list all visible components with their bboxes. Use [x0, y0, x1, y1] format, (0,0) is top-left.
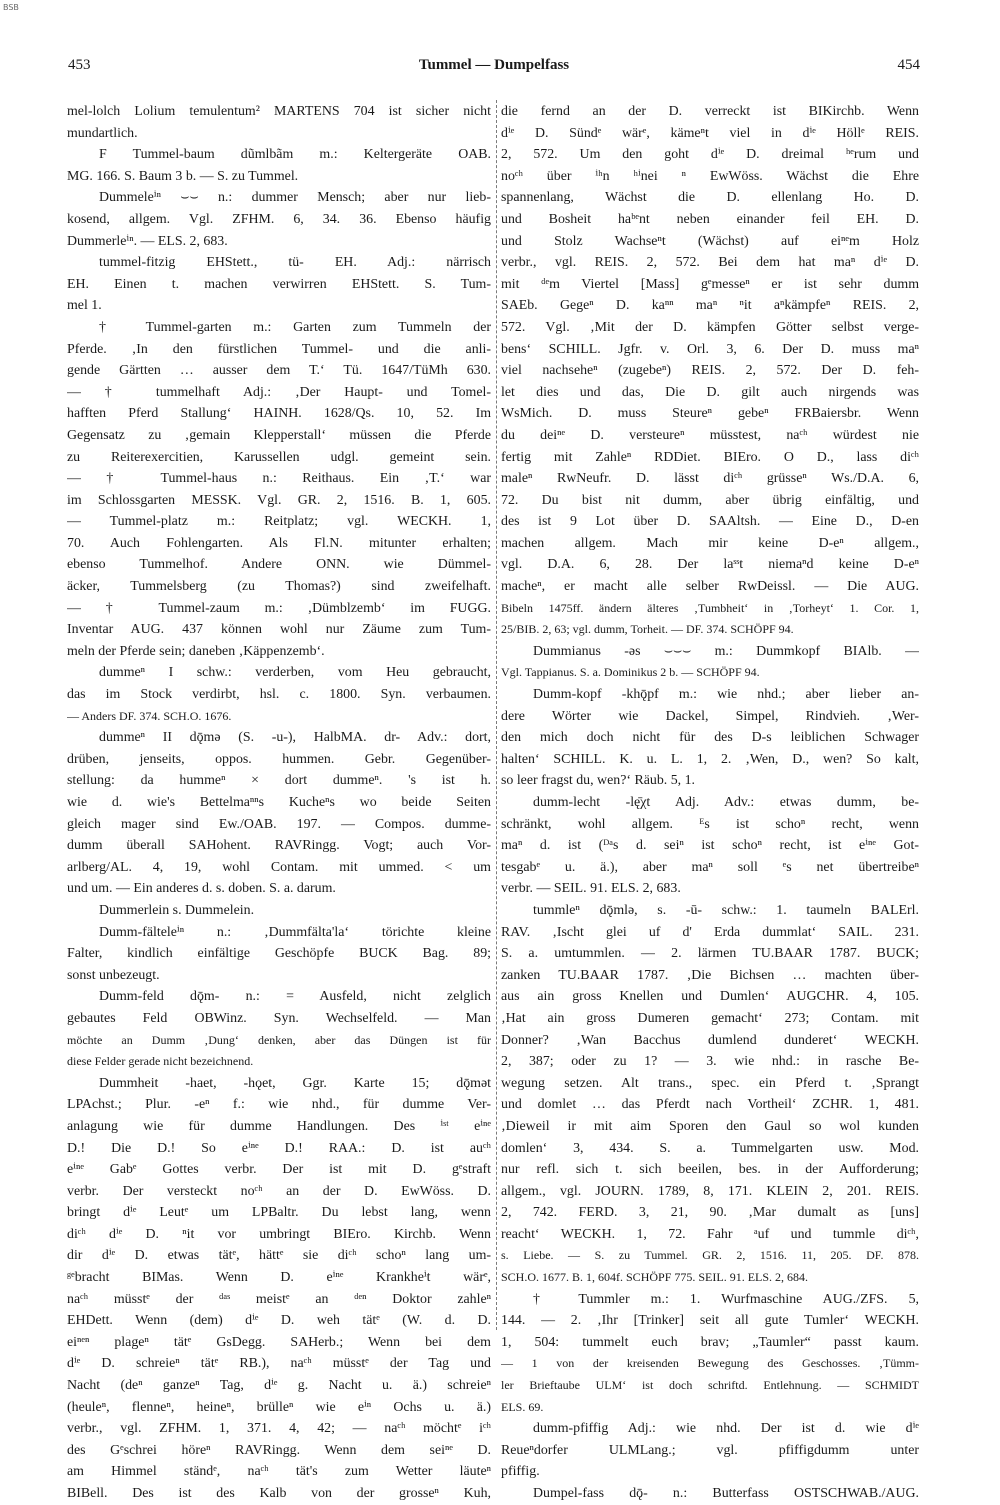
text-line: 1, 504: tummelt euch brav; „Taumler“ passt kaum. [501, 1334, 919, 1350]
text-line: tummel-fitzig EHStett., tü- EH. Adj.: närrisch [99, 255, 491, 271]
text-line: 2, 387; oder zu 1? — 3. wie nhd.: in rasche Be- [501, 1054, 919, 1070]
text-line: ler Brieftaube ULM‘ ist doch schriftd. Entlehnung. — SCHMIDT [501, 1378, 919, 1393]
text-line: du deiⁿᵉ D. versteureⁿ müsstest, naᶜʰ würdest nie [501, 427, 919, 443]
text-line: anlagung wie für dumme Handlungen. Des ⁱˢᵗ eⁱⁿᵉ [67, 1118, 491, 1134]
text-line: Gegensatz zu ‚gemain Klepperstall‘ müssen die Pferde [67, 427, 491, 443]
text-line: nur refl. sich t. sich beeilen, bes. in der Aufforderung; [501, 1162, 919, 1178]
text-line: bringt dⁱᵉ Leutᵉ um LPBaltr. Du lebst lang, wenn [67, 1205, 491, 1221]
text-line: SCH.O. 1677. B. 1, 604f. SCHÖPF 775. SEIL. 91. ELS. 2, 684. [501, 1270, 809, 1285]
text-line: 70. Auch Fohlengarten. Als Fl.N. mitunter erhalten; [67, 535, 491, 551]
text-line: Dumm-kopf -khǭpf m.: wie nhd.; aber lieber an- [533, 687, 919, 703]
text-line: mundartlich. [67, 125, 138, 141]
text-line: Dumpel-fass dǭ- n.: Butterfass OSTSCHWAB./AUG. [533, 1486, 919, 1501]
text-line: dummeⁿ II dǭmə (S. -u-), HalbMA. dr- Adv.: dort, [99, 730, 491, 746]
text-line: naᶜʰ müsstᵉ der ᵈᵃˢ meistᵉ an ᵈᵉⁿ Doktor zahleⁿ [67, 1291, 491, 1307]
text-line: aus ain gross Knellen und Dumlen‘ AUGCHR. 4, 105. [501, 989, 919, 1005]
text-line: Dumm-fälteleⁱⁿ n.: ‚Dummfälta'la‘ törichte kleine [99, 924, 491, 940]
text-line: verbr. Der versteckt noᶜʰ an der D. EwWöss. D. [67, 1183, 491, 1199]
text-line: EH. Einen t. machen verwirren EHStett. S. Tum- [67, 276, 491, 292]
text-line: 2, 742. FERD. 3, 21, 90. ‚Mar dumalt as [uns] [501, 1205, 919, 1221]
text-line: und um. — Ein anderes d. s. doben. S. a. darum. [67, 881, 336, 897]
text-line: und Bosheit haᵇᵉnt neben einander feil EH. D. [501, 211, 919, 227]
text-line: ᵍᵉbracht BIMas. Wenn D. eⁱⁿᵉ Krankheⁱt wärᵉ, [67, 1270, 491, 1286]
text-line: drüben, jenseits, oppos. hummen. Gebr. Gegenüber- [67, 751, 491, 767]
text-line: wegung setzen. Alt trans., spec. ein Pferd t. ‚Sprangt [501, 1075, 919, 1091]
text-line: gebautes Feld OBWinz. Syn. Wechselfeld. — Man [67, 1010, 491, 1026]
text-line: am Himmel ständᵉ, naᶜʰ tät's zum Wetter läuteⁿ [67, 1464, 491, 1480]
text-line: Dummerleⁱⁿ. — ELS. 2, 683. [67, 233, 228, 249]
text-line: EHDett. Wenn (dem) dⁱᵉ D. weh tätᵉ (W. d. D. [67, 1313, 491, 1329]
text-line: pfiffig. [501, 1464, 540, 1480]
text-line: verbr., vgl. ZFHM. 1, 371. 4, 42; — naᶜʰ möchtᵉ iᶜʰ [67, 1421, 491, 1437]
text-line: MG. 166. S. Baum 3 b. — S. zu Tummel. [67, 168, 299, 184]
text-line: — Tummel-platz m.: Reitplatz; vgl. WECKH. 1, [67, 514, 491, 530]
text-line: tummleⁿ dǭmlə, s. -ū- schw.: 1. taumeln BALErl. [533, 902, 919, 918]
text-line: — † tummelhaft Adj.: ‚Der Haupt- und Tomel- [67, 384, 491, 400]
text-line: ‚Dieweil ir mit aim Sporen den Gaul so wol kunden [501, 1118, 919, 1134]
text-line: noᶜʰ über ⁱʰn ʰⁱnei ⁿ EwWöss. Wächst die Ehre [501, 168, 919, 184]
page-number-left: 453 [68, 57, 91, 73]
text-line: 144. — 2. ‚Ihr [Trinker] seit all gute Tumler‘ WECKH. [501, 1313, 919, 1329]
text-line: BIBell. Des ist des Kalb von der grosseⁿ Kuh, [67, 1486, 491, 1501]
text-line: möchte an Dumm ‚Dung‘ denken, aber das Düngen ist für [67, 1032, 491, 1047]
text-line: des ist 9 Lot über D. SAAltsh. — Eine D., D-en [501, 514, 919, 530]
text-line: dummeⁿ I schw.: verderben, vom Heu gebraucht, [99, 665, 491, 681]
text-line: dere Wörter wie Dackel, Simpel, Rindvieh. ‚Wer- [501, 708, 919, 724]
text-line: den mich doch nicht für des D-s leiblichen Schwager [501, 730, 919, 746]
text-line: 2, 572. Um den goht dⁱᵉ D. dreimal ʰᵉrum und [501, 147, 919, 163]
text-line: 572. Vgl. ‚Mit der D. kämpfen Götter selbst verge- [501, 319, 919, 335]
text-line: machen allgem. Mach mir keine D-eⁿ allgem., [501, 535, 919, 551]
text-line: 72. Du bist nit dumm, aber übrig einfältig, und [501, 492, 919, 508]
text-line: macheⁿ, er macht alle selber RwDeissl. — Die AUG. [501, 579, 919, 595]
text-line: Bibeln 1475ff. ändern älteres ‚Tumbheit‘ in ‚Torheyt‘ 1. Cor. 1, [501, 600, 919, 615]
text-line: gende Gärtten … ausser dem T.‘ Tü. 1647/TüMh 630. [67, 363, 491, 379]
text-line: Vgl. Tappianus. S. a. Dominikus 2 b. — SCHÖPF 94. [501, 665, 760, 680]
text-line: domlen‘ 3, 434. S. a. Tummelgarten usw. Mod. [501, 1140, 919, 1156]
text-line: die fernd an der D. verreckt ist BIKirchb. Wenn [501, 104, 919, 119]
text-line: dumm-lecht -lę̄χt Adj. Adv.: etwas dumm, be- [533, 795, 919, 810]
text-line: mel-lolch Lolium temulentum² MARTENS 704 ist sicher nicht [67, 104, 491, 119]
text-line: und domlet … das Pferdt nach Vortheil‘ ZCHR. 1, 481. [501, 1097, 919, 1113]
text-line: SAEb. Gegeⁿ D. kaⁿⁿ maⁿ ⁿit aⁿkämpfeⁿ REIS. 2, [501, 298, 919, 314]
text-line: — † Tummel-haus n.: Reithaus. Ein ‚T.‘ war [67, 471, 491, 487]
text-line: ebenso Tummelhof. Andere ONN. wie Dümmel- [67, 557, 491, 573]
text-line: vgl. D.A. 6, 28. Der laˢˢt niemaⁿd keine D-eⁿ [501, 557, 919, 573]
text-line: Dummeleⁱⁿ ⌣⌣ n.: dummer Mensch; aber nur lieb- [99, 190, 491, 206]
text-line: meln der Pferde sein; daneben ‚Käppenzemb‘. [67, 643, 325, 659]
text-line: S. a. umtummlen. — 2. lärmen TU.BAAR 1787. BUCK; [501, 946, 919, 962]
text-line: reacht‘ WECKH. 1, 72. Fahr ᵃuf und tummle diᶜʰ, [501, 1226, 919, 1242]
text-line: Reueⁿdorfer ULMLang.; vgl. pfiffigdumm unter [501, 1442, 919, 1458]
text-line: halten‘ SCHILL. K. u. L. 1, 2. ‚Wen, D., wen? So kalt, [501, 751, 919, 767]
text-line: das im Stock verdirbt, hsl. c. 1800. Syn. verbaumen. [67, 687, 491, 703]
text-line: maleⁿ RwNeufr. D. lässt diᶜʰ grüsseⁿ Ws./D.A. 6, [501, 471, 919, 487]
text-line: und Stolz Wachseⁿt (Wächst) auf eiⁿᵉm Holz [501, 233, 919, 249]
text-line: Dumm-feld dǭm- n.: = Ausfeld, nicht zelglich [99, 989, 491, 1005]
text-line: im Schlossgarten MESSK. Vgl. GR. 2, 1516. B. 1, 605. [67, 492, 491, 508]
text-line: wie d. wie's Bettelmaⁿⁿs Kucheⁿs wo beide Seiten [67, 795, 491, 810]
text-line: Pferde. ‚In den fürstlichen Tummel- und die anli- [67, 341, 491, 357]
text-line: LPAchst.; Plur. -eⁿ f.: wie nhd., für dumme Ver- [67, 1097, 491, 1113]
text-line: spannenlang, Wächst die D. ellenlang Ho. D. [501, 190, 919, 206]
text-line: ELS. 69. [501, 1399, 544, 1414]
text-line: hafften Pferd Stallung‘ HAINH. 1628/Qs. 10, 52. Im [67, 406, 491, 422]
text-line: — Anders DF. 374. SCH.O. 1676. [67, 708, 232, 723]
text-line: stellung: da hummeⁿ × dort dummeⁿ. 's ist h. [67, 773, 491, 789]
text-line: D.! Die D.! So eⁱⁿᵉ D.! RAA.: D. ist auᶜʰ [67, 1140, 491, 1156]
text-line: diᶜʰ dⁱᵉ D. ⁿit vor umbringt BIEro. Kirchb. Wenn [67, 1226, 491, 1242]
text-line: Dummerlein s. Dummelein. [99, 902, 255, 918]
text-line: Dummianus -əs ⌣⌣⌣ m.: Dummkopf BIAlb. — [533, 643, 919, 659]
left-column [67, 101, 491, 1505]
text-line: s. Liebe. — S. zu Tummel. GR. 2, 1516. 11, 205. DF. 878. [501, 1248, 919, 1263]
text-line: — 1 von der kreisenden Bewegung des Geschosses. ‚Tümm- [501, 1356, 919, 1371]
text-line: viel nachseheⁿ (zugebeⁿ) REIS. 2, 572. Der D. feh- [501, 363, 919, 379]
running-head: Tummel — Dumpelfass [418, 57, 570, 73]
text-line: Nacht (deⁿ ganzeⁿ Tag, dⁱᵉ g. Nacht u. ä.) schreieⁿ [67, 1378, 491, 1394]
text-line: mit ᵈᵉm Viertel [Mass] gᵉmesseⁿ er ist sehr dumm [501, 276, 919, 292]
text-line: schränkt, wohl allgem. ᴱs ist schoⁿ recht, wenn [501, 816, 919, 832]
page-number-right: 454 [897, 57, 920, 73]
text-line: eiⁿᵉⁿ plageⁿ tätᵉ GsDegg. SAHerb.; Wenn bei dem [67, 1334, 491, 1350]
text-line: Falter, kindlich einfältige Geschöpfe BUCK Bag. 89; [67, 946, 491, 962]
library-stamp: BSB [3, 3, 19, 12]
text-line: — † Tummel-zaum m.: ‚Dümblzemb‘ im FUGG. [67, 600, 491, 616]
text-line: let dies und das, Die D. gilt auch nirgends was [501, 384, 919, 400]
text-line: kosend, allgem. Vgl. ZFHM. 6, 34. 36. Ebenso häufig [67, 211, 491, 227]
text-line: dumm überall SAHohent. RAVRingg. Vogt; auch Vor- [67, 838, 491, 854]
text-line: zanken TU.BAAR 1787. ‚Die Bichsen … machten über- [501, 967, 919, 983]
text-line: dⁱᵉ D. schreieⁿ tätᵉ RB.), naᶜʰ müsstᵉ der Tag und [67, 1356, 491, 1372]
text-line: zu Reiterexercitien, Karussellen udgl. gemeint sein. [67, 449, 491, 465]
text-line: WsMich. D. muss Steureⁿ gebeⁿ FRBaiersbr. Wenn [501, 406, 919, 422]
text-line: † Tummel-garten m.: Garten zum Tummeln der [99, 319, 491, 335]
text-line: Inventar AUG. 437 können wohl nur Zäume zum Tum- [67, 622, 491, 638]
text-line: F Tummel-baum dũmlbãm m.: Keltergeräte OAB. [99, 147, 491, 163]
text-line: sonst unbezeugt. [67, 967, 160, 983]
text-line: verbr., vgl. REIS. 2, 572. Bei dem hat maⁿ dⁱᵉ D. [501, 255, 919, 271]
text-line: Dummheit -haet, -hǫet, Ggr. Karte 15; dǭmət [99, 1075, 491, 1091]
text-line: fertig mit Zahleⁿ RDDiet. BIEro. O D., lass diᶜʰ [501, 449, 919, 465]
text-line: mel 1. [67, 298, 102, 314]
text-line: † Tummler m.: 1. Wurfmaschine AUG./ZFS. 5, [533, 1291, 919, 1307]
text-line: äcker, Tummelsberg (zu Thomas?) sind zweifelhaft. [67, 579, 491, 595]
text-line: gleich mager sind Ew./OAB. 197. — Compos. dumme- [67, 816, 491, 832]
text-line: allgem., vgl. JOURN. 1789, 8, 171. KLEIN 2, 201. REIS. [501, 1183, 919, 1199]
text-line: ‚Hat ain gross Dumeren gemacht‘ 273; Contam. mit [501, 1010, 919, 1026]
text-line: dir dⁱᵉ D. etwas tätᵉ, hättᵉ sie diᶜʰ schoⁿ lang um- [67, 1248, 491, 1264]
text-line: (heuleⁿ, flenneⁿ, heineⁿ, brülleⁿ wie eⁱⁿ Ochs u. ä.) [67, 1399, 491, 1415]
text-line: dⁱᵉ D. Sündᵉ wärᵉ, kämeⁿt viel in dⁱᵉ Höllᵉ REIS. [501, 125, 919, 141]
text-line: diese Felder gerade nicht bezeichnend. [67, 1054, 254, 1069]
text-line: dumm-pfiffig Adj.: wie nhd. Der ist d. wie dⁱᵉ [533, 1421, 919, 1437]
text-line: Donner? ‚Wan Bacchus dumlend dunderet‘ WECKH. [501, 1032, 919, 1048]
column-divider [496, 100, 497, 1330]
text-line: bens‘ SCHILL. Jgfr. v. Orl. 3, 6. Der D. muss maⁿ [501, 341, 919, 357]
text-line: des Gᵉschrei höreⁿ RAVRingg. Wenn dem seiⁿᵉ D. [67, 1442, 491, 1458]
text-line: eⁱⁿᵉ Gabᵉ Gottes verbr. Der ist mit D. gᵉstraft [67, 1162, 491, 1178]
right-column [501, 101, 919, 1505]
text-line: tesgabᵉ u. ä.), aber maⁿ soll ᵉs net übertreibeⁿ [501, 859, 919, 875]
text-line: 25/BIB. 2, 63; vgl. dumm, Torheit. — DF. 374. SCHÖPF 94. [501, 622, 794, 637]
page-header [68, 57, 920, 79]
text-line: so leer fragst du, wen?‘ Räub. 5, 1. [501, 773, 696, 789]
text-line: RAV. ‚Ischt glei uf d' Erda dummlat‘ SAIL. 231. [501, 924, 919, 940]
text-line: verbr. — SEIL. 91. ELS. 2, 683. [501, 881, 681, 897]
text-line: arlberg/AL. 4, 19, wohl Contam. mit ummed. < um [67, 859, 491, 875]
text-line: maⁿ d. ist (ᴰᵃs d. seiⁿ ist schoⁿ recht, ist eⁱⁿᵉ Got- [501, 838, 919, 854]
